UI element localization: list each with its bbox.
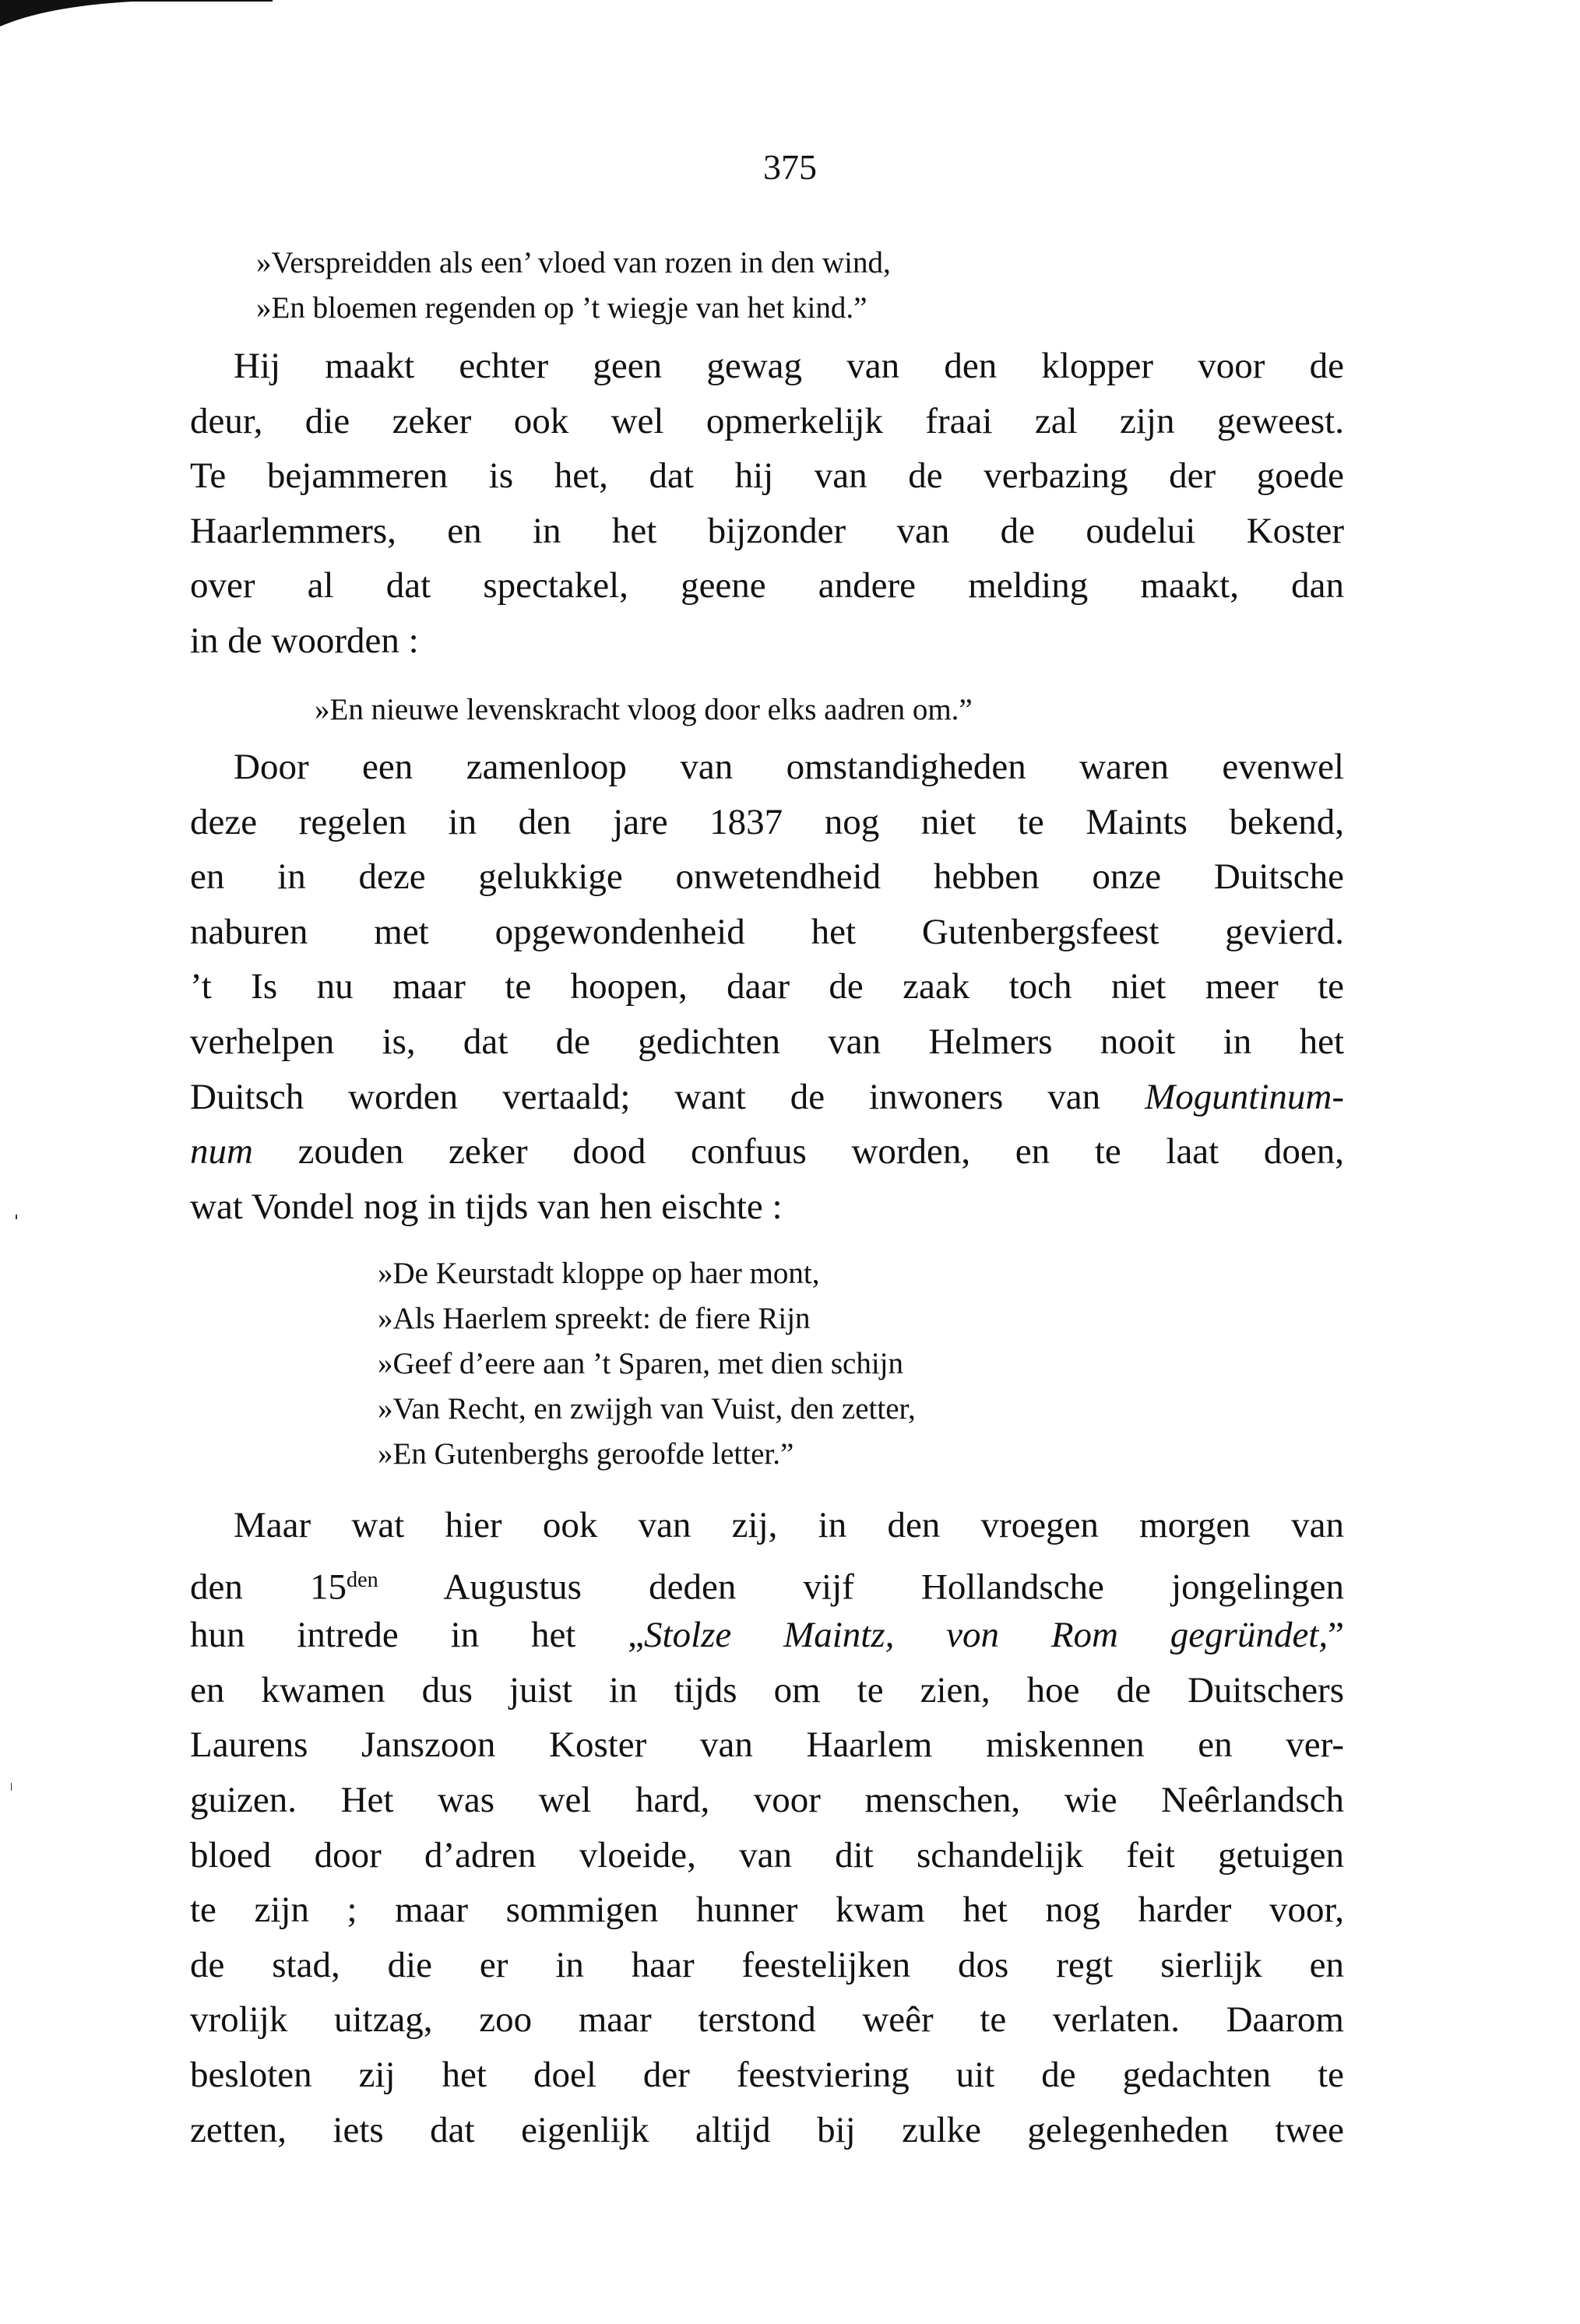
text-segment: »En nieuwe levenskracht vloog door elks aadren om.” <box>315 693 973 726</box>
text-segment: »En bloemen regenden op ’t wiegje van het kind.” <box>256 291 867 325</box>
scan-speck <box>16 1215 17 1219</box>
scan-speck <box>11 1783 12 1791</box>
text-line <box>190 614 1344 669</box>
verse-line <box>256 241 891 286</box>
text-segment: vrolijk uitzag, zoo maar terstond weêr te verlaten. Daarom <box>190 1999 1344 2041</box>
text-segment: den 15 <box>190 1566 347 1608</box>
text-segment: besloten zij het doel der feestviering uit de gedachten te <box>190 2054 1344 2095</box>
paragraph <box>190 740 1344 1234</box>
text-line <box>190 1180 1344 1235</box>
text-segment: Haarlemmers, en in het bijzonder van de oudelui Koster <box>190 510 1344 551</box>
text-line <box>190 339 1344 394</box>
text-line <box>190 558 1344 614</box>
text-segment: over al dat spectakel, geene andere melding maakt, dan <box>190 565 1344 606</box>
verse-line <box>378 1432 916 1477</box>
text-segment: »Van Recht, en zwijgh van Vuist, den zetter, <box>378 1392 916 1426</box>
text-segment: en kwamen dus juist in tijds om te zien, hoe de Duitschers <box>190 1669 1344 1710</box>
verse-line <box>315 687 973 733</box>
text-segment: Hij maakt echter geen gewag van den klopper voor de <box>234 346 1344 386</box>
text-segment: zetten, iets dat eigenlijk altijd bij zulke gelegenheden twee <box>190 2109 1344 2150</box>
superscript-text: den <box>347 1567 378 1592</box>
text-line <box>190 1663 1344 1718</box>
text-line <box>190 1992 1344 2048</box>
text-segment: ” <box>1328 1615 1344 1656</box>
text-line <box>190 1608 1344 1663</box>
text-line <box>190 1773 1344 1828</box>
text-segment: Augustus deden vijf Hollandsche jongelingen <box>378 1566 1344 1608</box>
text-segment: naburen met opgewondenheid het Gutenbergsfeest gevierd. <box>190 911 1344 952</box>
verse-line <box>378 1341 916 1387</box>
text-segment: guizen. Het was wel hard, voor menschen, wie Neêrlandsch <box>190 1779 1344 1820</box>
text-segment: ’t Is nu maar te hoopen, daar de zaak toch niet meer te <box>190 966 1344 1007</box>
text-line <box>190 905 1344 960</box>
text-line <box>190 1938 1344 1993</box>
text-segment: in de woorden : <box>190 620 419 661</box>
text-segment: te zijn ; maar sommigen hunner kwam het nog harder voor, <box>190 1890 1344 1931</box>
text-line <box>190 1828 1344 1883</box>
italic-text: num <box>190 1131 253 1173</box>
text-segment: Door een zamenloop van omstandigheden waren evenwel <box>234 747 1344 787</box>
verse-line <box>378 1387 916 1432</box>
text-segment: deur, die zeker ook wel opmerkelijk fraai zal zijn geweest. <box>190 400 1344 441</box>
text-line <box>190 1498 1344 1553</box>
verse-line <box>378 1251 916 1296</box>
text-line <box>190 1883 1344 1938</box>
text-line <box>190 1014 1344 1070</box>
text-segment: Te bejammeren is het, dat hij van de verbazing der goede <box>190 455 1344 497</box>
text-segment: Duitsch worden vertaald; want de inwoners van <box>190 1076 1145 1117</box>
text-line <box>190 448 1344 504</box>
text-segment: Maar wat hier ook van zij, in den vroegen morgen van <box>234 1505 1344 1545</box>
text-segment: »En Gutenberghs geroofde letter.” <box>378 1437 794 1471</box>
page-number: 375 <box>763 147 817 187</box>
text-segment: hun intrede in het „ <box>190 1615 645 1656</box>
text-line <box>190 849 1344 905</box>
text-segment: en in deze gelukkige onwetendheid hebben onze Duitsche <box>190 856 1344 898</box>
text-line <box>190 394 1344 449</box>
text-line <box>190 959 1344 1014</box>
text-line <box>190 1070 1344 1125</box>
text-segment: »De Keurstadt kloppe op haer mont, <box>378 1257 820 1290</box>
text-line <box>190 2048 1344 2103</box>
verse-line <box>256 286 891 331</box>
verse-quote <box>256 241 891 331</box>
text-segment: »Verspreidden als een’ vloed van rozen in den wind, <box>256 246 891 280</box>
text-line <box>190 740 1344 795</box>
text-line <box>190 2103 1344 2158</box>
text-segment: wat Vondel nog in tijds van hen eischte : <box>190 1186 783 1227</box>
text-segment: »Geef d’eere aan ’t Sparen, met dien schijn <box>378 1347 903 1380</box>
verse-quote <box>378 1251 916 1477</box>
paragraph <box>190 339 1344 669</box>
italic-text: Moguntinum- <box>1145 1076 1344 1117</box>
text-line <box>190 1718 1344 1773</box>
text-line <box>190 504 1344 559</box>
scan-edge-mark <box>0 0 273 26</box>
text-line <box>190 1553 1344 1609</box>
text-line <box>190 795 1344 850</box>
text-segment: deze regelen in den jare 1837 nog niet te Maints bekend, <box>190 801 1344 842</box>
verse-quote <box>315 687 973 733</box>
text-segment: verhelpen is, dat de gedichten van Helmers nooit in het <box>190 1021 1344 1062</box>
text-segment: »Als Haerlem spreekt: de fiere Rijn <box>378 1302 811 1335</box>
italic-text: Stolze Maintz, von Rom gegründet, <box>644 1615 1328 1656</box>
text-segment: Laurens Janszoon Koster van Haarlem miskennen en ver- <box>190 1725 1344 1766</box>
verse-line <box>378 1296 916 1341</box>
text-line <box>190 1124 1344 1180</box>
text-segment: bloed door d’adren vloeide, van dit schandelijk feit getuigen <box>190 1834 1344 1876</box>
text-segment: zouden zeker dood confuus worden, en te laat doen, <box>252 1131 1344 1173</box>
text-segment: de stad, die er in haar feestelijken dos regt sierlijk en <box>190 1944 1344 1985</box>
paragraph <box>190 1498 1344 2157</box>
